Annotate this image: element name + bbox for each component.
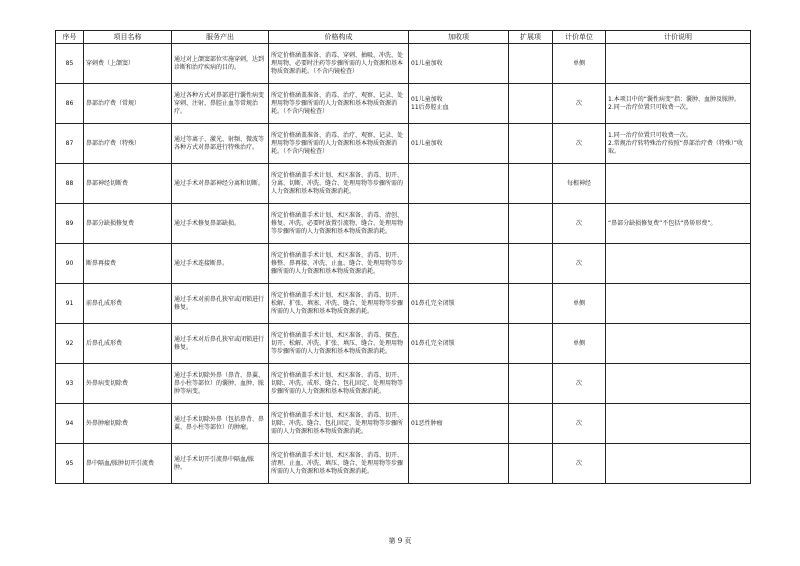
cell-price-composition: 所定价格涵盖手术计划、术区准备、消毒、清创、修复、冲洗、必要时放置引流物、缝合、处理用物等步骤所需的人力资源和基本物质资源消耗。 bbox=[269, 204, 409, 244]
table-row bbox=[56, 84, 751, 124]
cell-surcharge: 01儿童加收 bbox=[409, 44, 509, 84]
cell-surcharge bbox=[409, 444, 509, 484]
cell-pricing-note bbox=[606, 284, 751, 324]
cell-extension bbox=[509, 84, 553, 124]
table-row bbox=[56, 444, 751, 484]
cell-seq: 94 bbox=[56, 404, 84, 444]
cell-unit: 次 bbox=[553, 364, 606, 404]
cell-seq: 89 bbox=[56, 204, 84, 244]
cell-extension bbox=[509, 364, 553, 404]
table-row bbox=[56, 284, 751, 324]
col-header-note: 计价说明 bbox=[606, 31, 751, 44]
table-row bbox=[56, 124, 751, 164]
fee-table bbox=[55, 30, 751, 484]
cell-price-composition: 所定价格涵盖手术计划、术区准备、消毒、切开、切除、冲洗、成形、缝合、包扎固定、处理用物等步骤所需的人力资源和基本物质资源消耗。 bbox=[269, 364, 409, 404]
cell-surcharge: 01鼻孔完全闭锁 bbox=[409, 284, 509, 324]
cell-item-name: 穿刺费（上颌窦） bbox=[84, 44, 172, 84]
cell-extension bbox=[509, 164, 553, 204]
cell-price-composition: 所定价格涵盖手术计划、术区准备、消毒、切开、修整、鼻再接、冲洗、止血、缝合、处理用物等步骤所需的人力资源和基本物质资源消耗。 bbox=[269, 244, 409, 284]
cell-price-composition: 所定价格涵盖手术计划、术区准备、消毒、切开、清理、止血、冲洗、填压、缝合、处理用物等步骤所需的人力资源和基本物质资源消耗。 bbox=[269, 444, 409, 484]
cell-unit: 次 bbox=[553, 84, 606, 124]
cell-pricing-note bbox=[606, 164, 751, 204]
cell-pricing-note: “鼻部分缺损修复费”不包括“鼻矫形费”。 bbox=[606, 204, 751, 244]
cell-unit: 单侧 bbox=[553, 324, 606, 364]
cell-seq: 87 bbox=[56, 124, 84, 164]
table-row bbox=[56, 204, 751, 244]
cell-unit: 每根神经 bbox=[553, 164, 606, 204]
cell-extension bbox=[509, 444, 553, 484]
cell-price-composition: 所定价格涵盖手术计划、术区准备、消毒、切开、分离、切断、冲洗、缝合、处理用物等步骤所需的人力资源和基本物质资源消耗。 bbox=[269, 164, 409, 204]
cell-seq: 92 bbox=[56, 324, 84, 364]
col-header-ext: 扩展项 bbox=[509, 31, 553, 44]
cell-seq: 90 bbox=[56, 244, 84, 284]
header-row bbox=[56, 31, 751, 44]
cell-service-output: 通过手术切除外鼻（包括鼻背、鼻翼、鼻小柱等部位）的肿瘤。 bbox=[172, 404, 269, 444]
cell-surcharge bbox=[409, 364, 509, 404]
col-header-unit: 计价单位 bbox=[553, 31, 606, 44]
cell-extension bbox=[509, 44, 553, 84]
cell-seq: 95 bbox=[56, 444, 84, 484]
cell-extension bbox=[509, 324, 553, 364]
cell-extension bbox=[509, 404, 553, 444]
cell-surcharge bbox=[409, 244, 509, 284]
cell-unit: 次 bbox=[553, 204, 606, 244]
cell-unit: 次 bbox=[553, 124, 606, 164]
cell-surcharge: 01鼻孔完全闭锁 bbox=[409, 324, 509, 364]
cell-service-output: 通过手术切除外鼻（鼻背、鼻翼、鼻小柱等部位）的囊肿、血肿、脓肿等病变。 bbox=[172, 364, 269, 404]
cell-surcharge bbox=[409, 204, 509, 244]
col-header-name: 项目名称 bbox=[84, 31, 172, 44]
cell-service-output: 通过手术对前鼻孔狭窄或闭锁进行修复。 bbox=[172, 284, 269, 324]
cell-price-composition: 所定价格涵盖准备、消毒、治疗、观察、记录、处理用物等步骤所需的人力资源和基本物质资源消耗。（不含内镜检查） bbox=[269, 84, 409, 124]
cell-item-name: 后鼻孔成形费 bbox=[84, 324, 172, 364]
col-header-price: 价格构成 bbox=[269, 31, 409, 44]
cell-extension bbox=[509, 124, 553, 164]
cell-service-output: 通过各种方式对鼻部进行囊性病变穿刺、注射、鼻腔止血等常规治疗。 bbox=[172, 84, 269, 124]
cell-item-name: 外鼻肿瘤切除费 bbox=[84, 404, 172, 444]
col-header-output: 服务产出 bbox=[172, 31, 269, 44]
cell-pricing-note bbox=[606, 404, 751, 444]
cell-pricing-note bbox=[606, 44, 751, 84]
cell-pricing-note: 1.同一治疗位置只可收费一次。 2.常规治疗转特殊治疗按照“鼻部治疗费（特殊）”收取。 bbox=[606, 124, 751, 164]
page-number: 第 9 页 bbox=[388, 537, 412, 545]
cell-item-name: 鼻部治疗费（常规） bbox=[84, 84, 172, 124]
cell-seq: 85 bbox=[56, 44, 84, 84]
cell-item-name: 外鼻病变切除费 bbox=[84, 364, 172, 404]
cell-service-output: 通过手术连接断鼻。 bbox=[172, 244, 269, 284]
cell-seq: 86 bbox=[56, 84, 84, 124]
cell-surcharge: 01儿童加收 11后鼻腔止血 bbox=[409, 84, 509, 124]
cell-service-output: 通过手术切开引流鼻中隔血/脓肿。 bbox=[172, 444, 269, 484]
cell-service-output: 通过手术对后鼻孔狭窄或闭锁进行修复。 bbox=[172, 324, 269, 364]
cell-surcharge: 01恶性肿瘤 bbox=[409, 404, 509, 444]
cell-extension bbox=[509, 284, 553, 324]
cell-service-output: 通过手术对鼻部神经分离和切断。 bbox=[172, 164, 269, 204]
col-header-seq: 序号 bbox=[56, 31, 84, 44]
cell-pricing-note bbox=[606, 364, 751, 404]
cell-item-name: 断鼻再接费 bbox=[84, 244, 172, 284]
cell-seq: 91 bbox=[56, 284, 84, 324]
cell-price-composition: 所定价格涵盖手术计划、术区准备、消毒、切开、切除、冲洗、缝合、包扎固定、处理用物等步骤所需的人力资源和基本物质资源消耗。 bbox=[269, 404, 409, 444]
table-row bbox=[56, 364, 751, 404]
cell-price-composition: 所定价格涵盖手术计划、术区准备、消毒、探查、切开、松解、冲洗、扩张、填压、缝合、处理用物等步骤所需的人力资源和基本物质资源消耗。 bbox=[269, 324, 409, 364]
cell-item-name: 鼻中隔血/脓肿切开引流费 bbox=[84, 444, 172, 484]
cell-unit: 次 bbox=[553, 444, 606, 484]
table-row bbox=[56, 324, 751, 364]
cell-surcharge: 01儿童加收 bbox=[409, 124, 509, 164]
table-row bbox=[56, 164, 751, 204]
cell-unit: 次 bbox=[553, 244, 606, 284]
table-row bbox=[56, 404, 751, 444]
cell-item-name: 前鼻孔成形费 bbox=[84, 284, 172, 324]
cell-unit: 单侧 bbox=[553, 284, 606, 324]
cell-extension bbox=[509, 244, 553, 284]
cell-unit: 次 bbox=[553, 404, 606, 444]
cell-item-name: 鼻部治疗费（特殊） bbox=[84, 124, 172, 164]
cell-pricing-note: 1.本项目中的“囊性病变”指：囊肿、血肿及脓肿。 2.同一治疗位置只可收费一次。 bbox=[606, 84, 751, 124]
cell-service-output: 通过对上颌窦部位实施穿刺，达到诊断和治疗疾病的目的。 bbox=[172, 44, 269, 84]
cell-pricing-note bbox=[606, 444, 751, 484]
cell-unit: 单侧 bbox=[553, 44, 606, 84]
table-row bbox=[56, 44, 751, 84]
cell-seq: 93 bbox=[56, 364, 84, 404]
cell-item-name: 鼻部神经切断费 bbox=[84, 164, 172, 204]
cell-surcharge bbox=[409, 164, 509, 204]
table-row bbox=[56, 244, 751, 284]
cell-pricing-note bbox=[606, 244, 751, 284]
cell-extension bbox=[509, 204, 553, 244]
cell-price-composition: 所定价格涵盖准备、消毒、治疗、观察、记录、处理用物等步骤所需的人力资源和基本物质资源消耗。（不含内镜检查） bbox=[269, 124, 409, 164]
cell-seq: 88 bbox=[56, 164, 84, 204]
cell-service-output: 通过等离子、激光、射频、微波等各种方式对鼻部进行特殊治疗。 bbox=[172, 124, 269, 164]
col-header-add: 加收项 bbox=[409, 31, 509, 44]
cell-pricing-note bbox=[606, 324, 751, 364]
cell-item-name: 鼻部分缺损修复费 bbox=[84, 204, 172, 244]
cell-price-composition: 所定价格涵盖手术计划、术区准备、消毒、切开、松解、扩张、填塞、冲洗、缝合、处理用物等步骤所需的人力资源和基本物质资源消耗。 bbox=[269, 284, 409, 324]
cell-price-composition: 所定价格涵盖准备、消毒、穿刺、抽吸、冲洗、处理用物，必要时注药等步骤所需的人力资源和基本物质资源消耗。（不含内镜检查） bbox=[269, 44, 409, 84]
cell-service-output: 通过手术修复鼻部缺损。 bbox=[172, 204, 269, 244]
